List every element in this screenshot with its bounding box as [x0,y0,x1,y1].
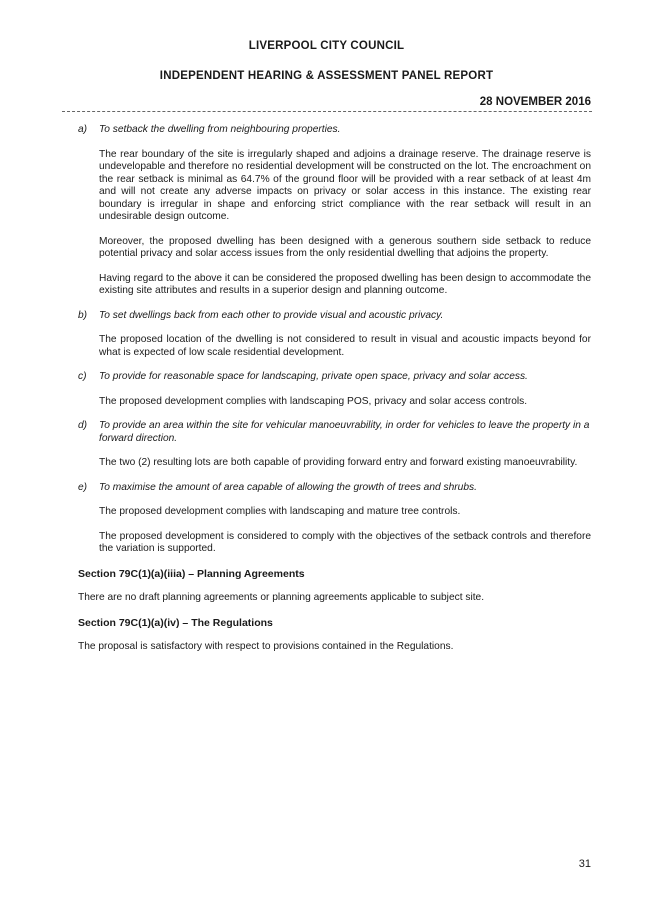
report-date: 28 NOVEMBER 2016 [479,96,591,108]
body-paragraph: The proposed development complies with landscaping POS, privacy and solar access controls. [99,395,528,407]
objective-text: To set dwellings back from each other to provide visual and acoustic privacy. [99,309,444,321]
council-name: LIVERPOOL CITY COUNCIL [248,40,405,52]
section-heading: Section 79C(1)(a)(iv) – The Regulations [78,616,273,629]
page-number: 31 [578,858,591,870]
objective-heading [78,482,591,495]
objective-text: To provide an area within the site for vehicular manoeuvrability, in order for vehicles to leave the property in a forward direction. [99,420,590,444]
objective-text: To provide for reasonable space for landscaping, private open space, privacy and solar access. [99,371,528,382]
header-divider [62,111,592,112]
report-title: INDEPENDENT HEARING & ASSESSMENT PANEL REPORT [159,70,494,82]
body-paragraph: The two (2) resulting lots are both capable of providing forward entry and forward existing manoeuvrability. [99,457,578,468]
objective-label: e) [78,481,88,493]
objective-label: b) [78,309,88,321]
objective-label: d) [78,420,88,431]
objective-label: a) [78,124,88,135]
objective-text: To setback the dwelling from neighbouring properties. [99,124,341,135]
report-body [78,124,591,654]
body-paragraph: The proposed development complies with landscaping and mature tree controls. [99,506,461,517]
objective-text: To maximise the amount of area capable of allowing the growth of trees and shrubs. [99,481,477,493]
body-paragraph: The proposed location of the dwelling is not considered to result in visual and acoustic impacts beyond for what is expected of low scale residential development. [99,334,591,358]
objective-label: c) [78,371,87,382]
body-paragraph: The proposed development is considered to comply with the objectives of the setback controls and therefore the variation is supported. [99,530,591,554]
objective-heading [78,310,591,323]
objective-heading [78,420,591,445]
objective-heading [78,124,591,137]
section-text: There are no draft planning agreements or planning agreements applicable to subject site. [78,592,485,603]
section-heading: Section 79C(1)(a)(iiia) – Planning Agreements [78,567,305,580]
body-paragraph: The rear boundary of the site is irregularly shaped and adjoins a drainage reserve. The drainage reserve is undevelopable and therefore no residential development will be constructed on the lot. The encroachment on the rear setback is minimal as 64.7% of the ground floor will be provided with a rear setback of at least 4m and will not create any adverse impacts on privacy or solar access in this instance. The existing rear boundary is irregular in shape and enforcing strict compliance with the rear setback will result in an undesirable design outcome. [99,148,591,222]
objective-heading [78,371,591,384]
body-paragraph: Moreover, the proposed dwelling has been designed with a generous southern side setback to reduce potential privacy and solar access issues from the only residential dwelling that adjoins the property. [99,235,591,259]
section-text: The proposal is satisfactory with respect to provisions contained in the Regulations. [78,641,454,652]
body-paragraph: Having regard to the above it can be considered the proposed dwelling has been design to accommodate the existing site attributes and results in a superior design and planning outcome. [99,272,591,296]
